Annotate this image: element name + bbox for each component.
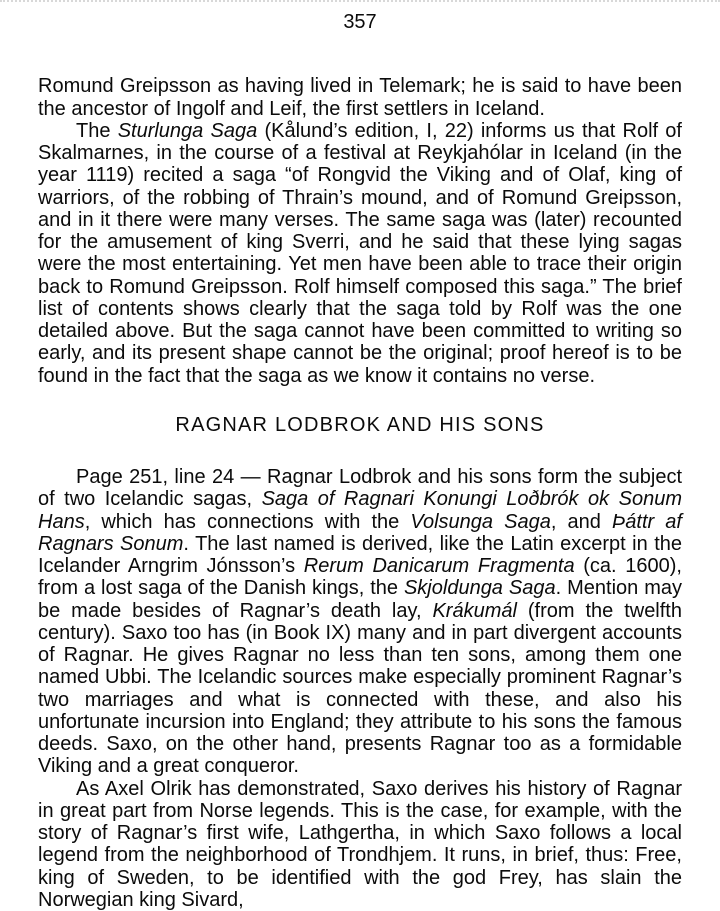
body-text: As Axel Olrik has demonstrated, Saxo derives his history of Ragnar in great part from Norse legends. This is the case, for example, with the story of Ragnar’s first wife, Lathgertha, in which Saxo follows a local legend from the neighborhood of Trondhjem. It runs, in brief, thus: Free, king of Sweden, to be identified with the god Frey, has slain the Norwegian king Sivard, <box>38 778 682 911</box>
paragraph <box>38 466 682 778</box>
body-text: . Mention may be made besides of Ragnar’s death lay, <box>38 577 682 621</box>
italic-work-title: Rerum Danicarum Fragmenta <box>304 555 575 577</box>
body-text: , and <box>551 511 612 533</box>
body-text: The <box>76 120 118 142</box>
italic-work-title: Volsunga Saga <box>410 511 550 533</box>
body-text: (Kålund’s edition, I, 22) informs us that Rolf of Skalmarnes, in the course of a festival at Reykjahólar in Iceland (in the year 1119) recited a saga “of Rongvid the Viking and of Olaf, king of warriors, of the robbing of Thrain’s mound, and of Romund Greipsson, and in it there were many verses. The same saga was (later) recounted for the amusement of king Sverri, and he said that these lying sagas were the most entertaining. Yet men have been able to trace their origin back to Romund Greipsson. Rolf himself composed this saga.” The brief list of contents shows clearly that the saga told by Rolf was the one detailed above. But the saga cannot have been committed to writing so early, and its present shape cannot be the original; proof hereof is to be found in the fact that the saga as we know it contains no verse. <box>38 120 682 387</box>
italic-work-title: Skjoldunga Saga <box>404 577 556 599</box>
paragraph <box>38 120 682 387</box>
body-text: (ca. 1600), from a lost saga of the Danish kings, the <box>38 555 682 599</box>
paragraph <box>38 75 682 120</box>
italic-work-title: Þáttr af Ragnars Sonum <box>38 511 682 555</box>
italic-work-title: Saga of Ragnari Konungi Loðbrók ok Sonum Hans <box>38 488 682 532</box>
paragraph <box>38 778 682 911</box>
body-text: Romund Greipsson as having lived in Telemark; he is said to have been the ancestor of Ingolf and Leif, the first settlers in Iceland. <box>38 75 682 119</box>
section-heading: RAGNAR LODBROK AND HIS SONS <box>38 414 682 436</box>
italic-work-title: Sturlunga Saga <box>118 120 258 142</box>
italic-work-title: Krákumál <box>432 600 516 622</box>
body-text: . The last named is derived, like the Latin excerpt in the Icelander Arngrim Jónsson’s <box>38 533 682 577</box>
body-text: Page 251, line 24 — Ragnar Lodbrok and his sons form the subject of two Icelandic sagas, <box>38 466 682 510</box>
body-text: (from the twelfth century). Saxo too has (in Book IX) many and in part divergent accounts of Ragnar. He gives Ragnar no less than ten sons, among them one named Ubbi. The Icelandic sources make especially prominent Ragnar’s two marriages and what is connected with these, and also his unfortunate incursion into England; they attribute to his sons the famous deeds. Saxo, on the other hand, presents Ragnar too as a formidable Viking and a great conqueror. <box>38 600 682 778</box>
page-body <box>38 75 682 911</box>
body-text: , which has connections with the <box>85 511 411 533</box>
page-number: 357 <box>38 11 682 33</box>
